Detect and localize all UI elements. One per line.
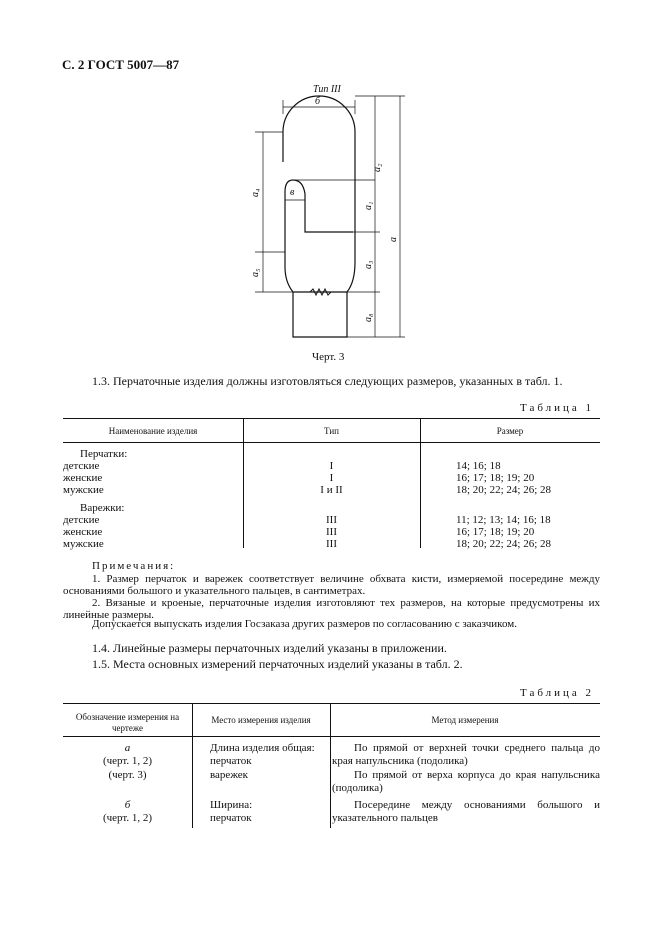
svg-text:в: в — [290, 187, 295, 198]
paragraph-1-3: 1.3. Перчаточные изделия должны изготовляться следующих размеров, указанных в табл. 1. — [92, 374, 563, 388]
table1-row-name: детские — [63, 460, 100, 472]
svg-text:а₃: а₃ — [363, 260, 374, 269]
table1-row-type: I — [329, 472, 334, 484]
table1-row-name: женские — [63, 526, 103, 538]
mitten-cuff — [293, 292, 347, 337]
svg-text:б: б — [315, 96, 321, 107]
table2-row-symbol: б — [124, 799, 131, 811]
note-extra: Допускается выпускать изделия Госзаказа других размеров по согласованию с заказчиком. — [92, 618, 517, 630]
table1-row-name: детские — [63, 514, 100, 526]
table2-row-ref: (черт. 1, 2) — [102, 755, 153, 767]
table1-header-size: Размер — [496, 426, 524, 436]
table1-group-title: Варежки: — [80, 502, 125, 514]
table1-row-size: 18; 20; 22; 24; 26; 28 — [456, 538, 552, 550]
mitten-drawing — [235, 82, 425, 342]
table2-row-symbol: а — [124, 742, 131, 754]
table2-row-place: варежек — [210, 769, 248, 781]
table1-row-type: III — [326, 538, 337, 550]
note-1: 1. Размер перчаток и варежек соответствует величине обхвата кисти, измеряемой посередине между основаниями большого и указательного пальцев, в сантиметрах. — [63, 573, 600, 597]
table2-header-place: Место измерения изделия — [211, 715, 311, 725]
table2-row-ref: (черт. 3) — [108, 769, 147, 781]
table2-caption: Таблица 2 — [520, 687, 595, 699]
table1-row-size: 16; 17; 18; 19; 20 — [456, 472, 535, 484]
table1-row-size: 18; 20; 22; 24; 26; 28 — [456, 484, 552, 496]
svg-text:а₅: а₅ — [250, 268, 261, 277]
table2-header-symbol: Обозначение измерения на чертеже — [75, 712, 180, 733]
table2-row-place: Длина изделия общая: перчаток — [210, 742, 315, 767]
table1-header-type: Тип — [324, 426, 339, 436]
table1-caption: Таблица 1 — [520, 402, 595, 414]
svg-text:а₂: а₂ — [372, 163, 383, 172]
figure-caption: Черт. 3 — [312, 351, 345, 363]
table2-row-method: По прямой от верха корпуса до края напульсника (подолика) — [332, 769, 600, 794]
table1-row-name: женские — [63, 472, 103, 484]
table1-group-title: Перчатки: — [80, 448, 128, 460]
table1-row-type: III — [326, 526, 337, 538]
drawing-type-label: Тип III — [313, 84, 341, 95]
paragraph-1-4: 1.4. Линейные размеры перчаточных изделий указаны в приложении. — [92, 641, 447, 655]
paragraph-1-5: 1.5. Места основных измерений перчаточных изделий указаны в табл. 2. — [92, 657, 463, 671]
table1-row-name: мужские — [63, 484, 104, 496]
table2-row-method: По прямой от верхней точки среднего пальца до края напульсника (подолика) — [332, 742, 600, 767]
svg-text:а₄: а₄ — [250, 188, 261, 197]
svg-text:а₁: а₁ — [363, 201, 374, 210]
table1-row-type: I — [329, 460, 334, 472]
table1-row-size: 14; 16; 18 — [456, 460, 501, 472]
table1-row-type: III — [326, 514, 337, 526]
table2-row-ref: (черт. 1, 2) — [102, 812, 153, 824]
svg-text:а: а — [388, 237, 399, 242]
notes-title: Примечания: — [92, 560, 176, 572]
note-2: 2. Вязаные и кроеные, перчаточные изделия изготовляют тех размеров, на которые предусмотрены их линейные размеры. — [63, 597, 600, 621]
table1-row-size: 16; 17; 18; 19; 20 — [456, 526, 535, 538]
table1-header-name: Наименование изделия — [108, 426, 198, 436]
mitten-thumb — [285, 180, 353, 252]
table2-row-method: Посередине между основаниями большого и указательного пальцев — [332, 799, 600, 824]
table2-row-place: Ширина: перчаток — [210, 799, 253, 824]
page-header: С. 2 ГОСТ 5007—87 — [62, 57, 180, 72]
table2-header-method: Метод измерения — [431, 715, 499, 725]
table1-row-size: 11; 12; 13; 14; 16; 18 — [456, 514, 551, 526]
svg-text:а₈: а₈ — [363, 313, 374, 322]
table1-row-type: I и II — [320, 484, 343, 496]
table1-row-name: мужские — [63, 538, 104, 550]
